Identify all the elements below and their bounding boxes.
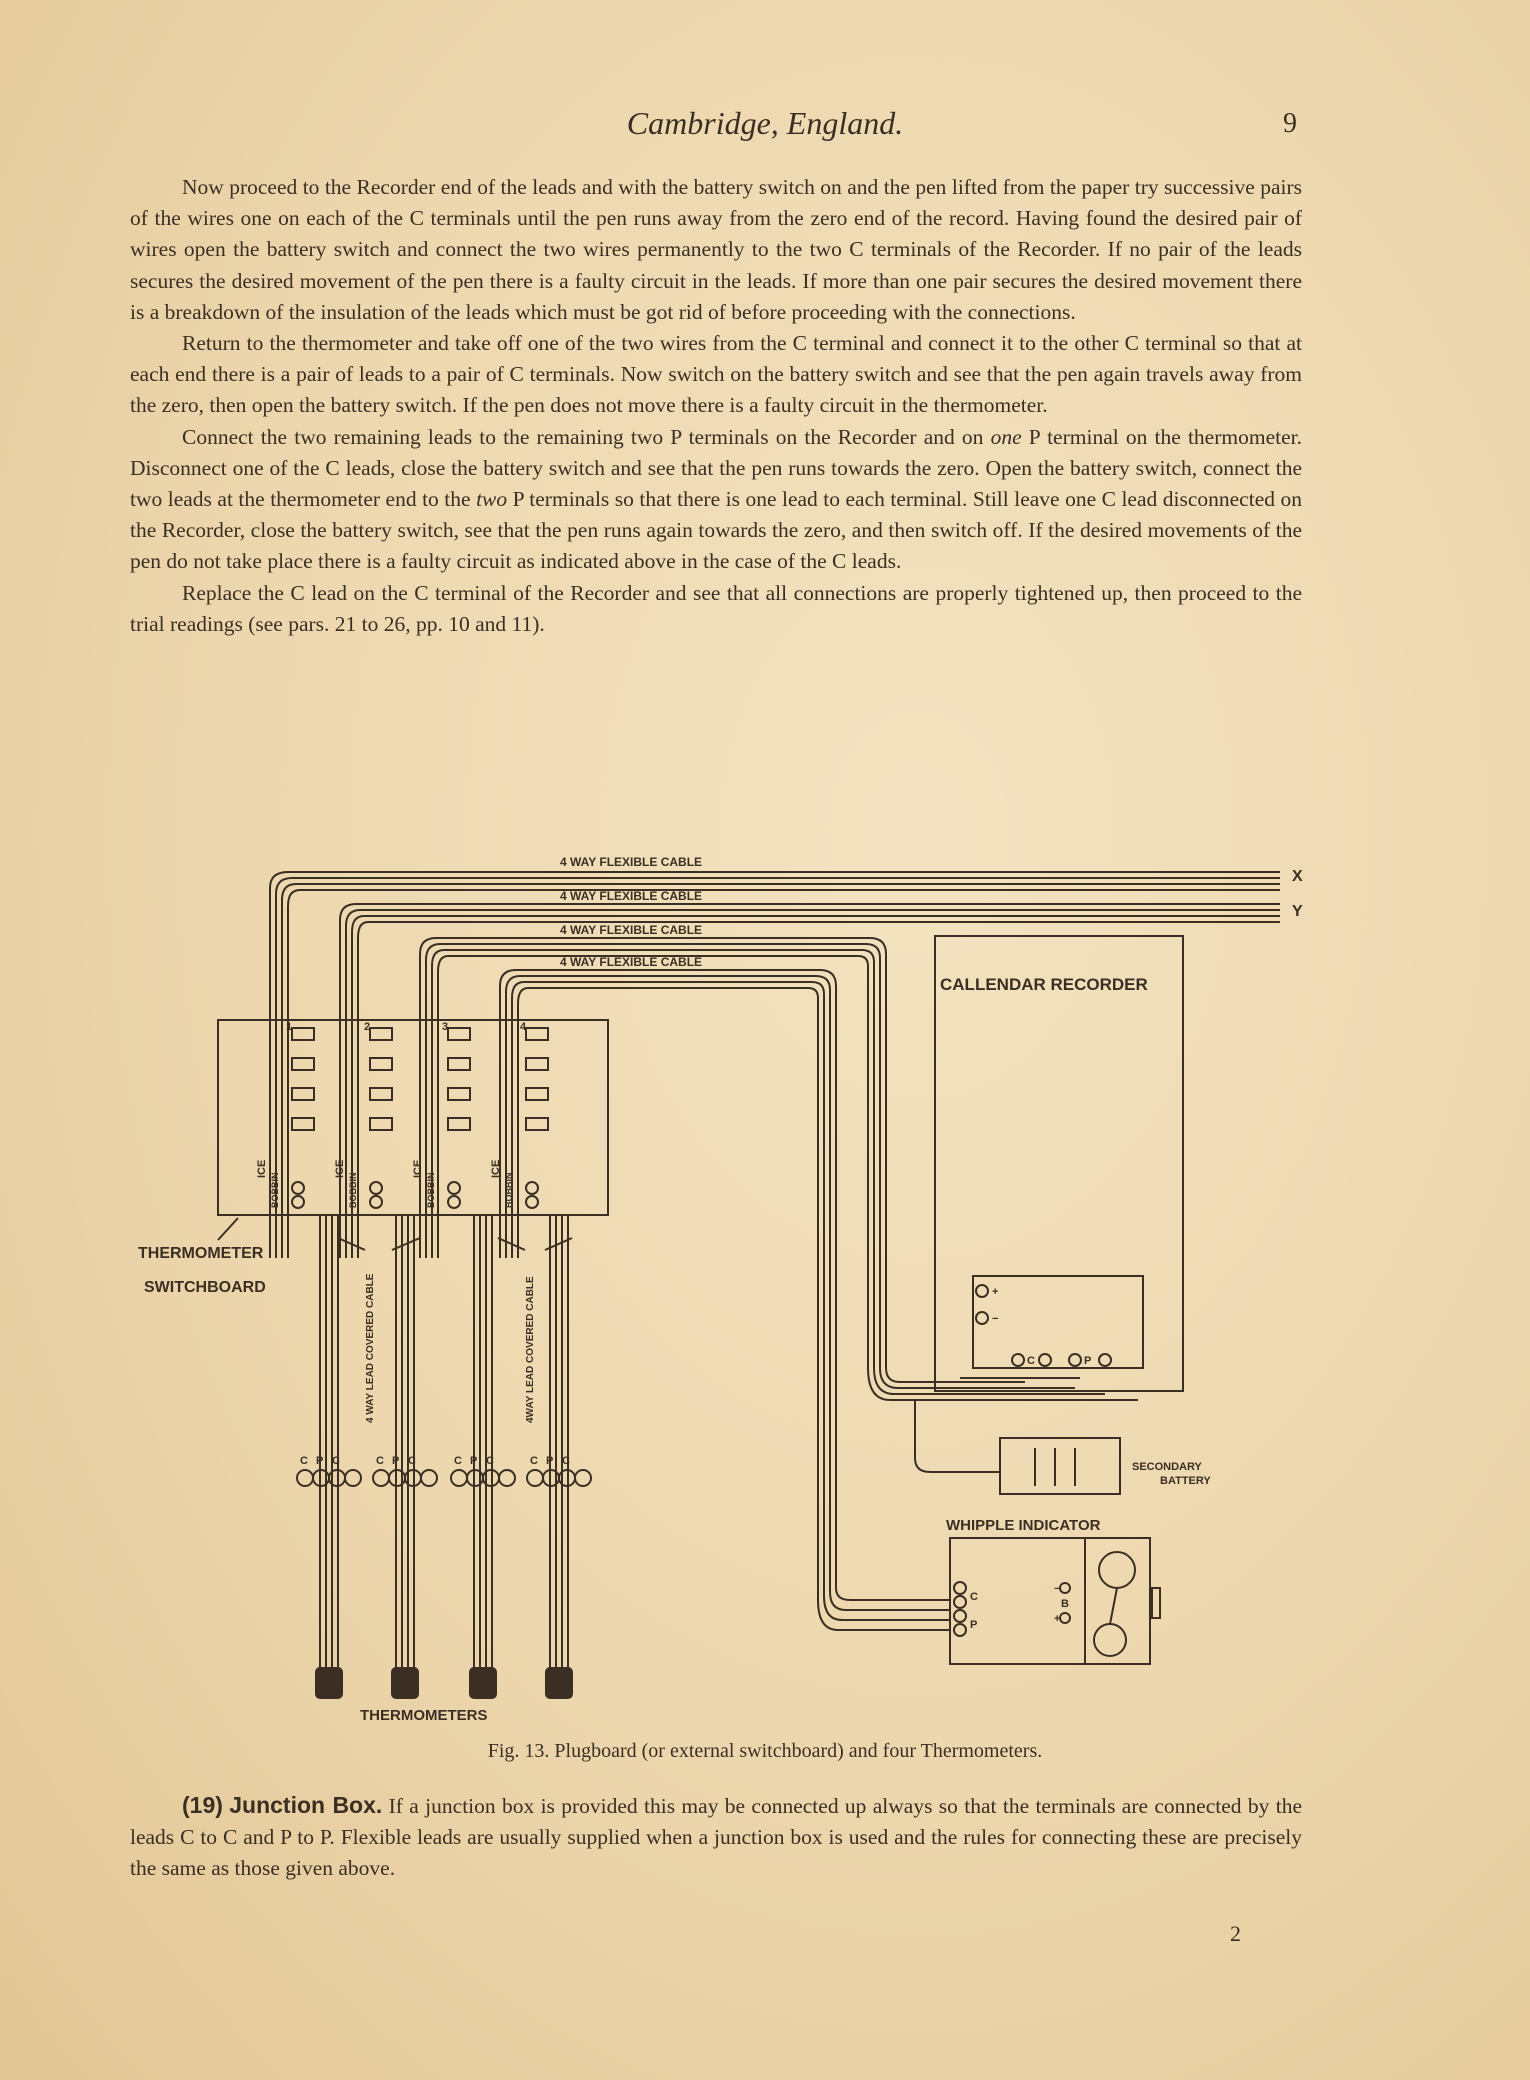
thermometer-bulb-3 <box>470 1668 496 1698</box>
paragraph-4: Replace the C lead on the C terminal of the Recorder and see that all connections are properly tightened up, then proceed to the trial readings (see pars. 21 to 26, pp. 10 and 11). <box>130 580 1302 636</box>
thermometer-bulb-1 <box>316 1668 342 1698</box>
bobbin-label-1: BOBBIN <box>270 1172 280 1208</box>
paragraph-3-part-c: P terminals so that there is one lead to each terminal. Still leave one C lead disconnected on the Recorder, close the battery switch, see that the pen runs again towards the zero, and then switch off. If the desired movements of the pen do not take place there is a faulty circuit as indicated above in the case of the C leads. <box>130 487 1302 574</box>
cable-label-1: 4 WAY FLEXIBLE CABLE <box>560 855 703 869</box>
whipple-indicator-box <box>950 1538 1150 1664</box>
battery-label-2: BATTERY <box>1160 1475 1211 1487</box>
secondary-battery <box>1000 1438 1120 1494</box>
section-paragraph <box>130 1790 1302 1885</box>
cable-2 <box>340 904 1280 1258</box>
x-label: X <box>1292 868 1303 885</box>
whipple-terminal-b: B <box>1061 1598 1069 1610</box>
switch-column-4 <box>526 1028 548 1208</box>
running-head: Cambridge, England. <box>626 105 904 141</box>
whipple-plus: + <box>1054 1613 1061 1625</box>
italic-two: two <box>476 487 508 512</box>
switch-number-2: 2 <box>364 1021 371 1033</box>
plug-c-2b: C <box>408 1455 416 1467</box>
plug-c-2: C <box>376 1455 384 1467</box>
ice-label-3: ICE <box>412 1159 424 1178</box>
switch-column-3 <box>448 1028 470 1208</box>
bobbin-label-2: BOBBIN <box>348 1172 358 1208</box>
plug-c-1b: C <box>332 1455 340 1467</box>
switchboard-label-1: THERMOMETER <box>138 1245 264 1262</box>
lead-cable-1 <box>320 1215 338 1668</box>
paragraph-3-part-b: P terminal on the thermometer. Disconnect one of the C leads, close the battery switch and see that the pen runs towards the zero. Open the battery switch, connect the two leads at the thermometer end to the <box>130 424 1302 512</box>
body-text-bottom <box>130 1790 1302 1885</box>
bobbin-label-4: BOBBIN <box>504 1172 514 1208</box>
switch-number-3: 3 <box>442 1021 449 1033</box>
paragraph-3 <box>130 422 1302 578</box>
plug-terminals <box>297 1470 591 1486</box>
plug-p-4: P <box>546 1455 554 1467</box>
cable-label-3: 4 WAY FLEXIBLE CABLE <box>560 923 703 937</box>
plug-c-1: C <box>300 1455 308 1467</box>
switch-number-4: 4 <box>520 1021 527 1033</box>
thermometer-bulb-2 <box>392 1668 418 1698</box>
cable-3 <box>420 938 886 1368</box>
wiring-diagram <box>120 848 1320 1728</box>
whipple-terminal-c: C <box>970 1591 978 1603</box>
italic-one: one <box>990 424 1022 449</box>
section-title: Junction Box. <box>229 1792 383 1818</box>
plug-p-3: P <box>470 1455 478 1467</box>
recorder-plus: + <box>992 1286 999 1298</box>
recorder-minus: − <box>992 1313 999 1325</box>
body-text-top <box>130 172 1302 640</box>
cable-label-4: 4 WAY FLEXIBLE CABLE <box>560 955 703 969</box>
thermometer-bulb-4 <box>546 1668 572 1698</box>
lead-cable-label-2: 4WAY LEAD COVERED CABLE <box>525 1276 536 1423</box>
battery-label-1: SECONDARY <box>1132 1461 1202 1473</box>
section-text: If a junction box is provided this may be connected up always so that the terminals are connected by the leads C to C and P to P. Flexible leads are usually supplied when a junction box is used and the rules for connecting these are precisely the same as those given above. <box>130 1794 1302 1881</box>
lead-cable-label-1: 4 WAY LEAD COVERED CABLE <box>365 1273 376 1423</box>
thermometers-label: THERMOMETERS <box>360 1707 488 1724</box>
recorder-terminal-p: P <box>1084 1355 1092 1367</box>
cable-label-2: 4 WAY FLEXIBLE CABLE <box>560 889 703 903</box>
ice-label-4: ICE <box>490 1159 502 1178</box>
ice-label-1: ICE <box>256 1159 268 1178</box>
whipple-terminal-p: P <box>970 1619 978 1631</box>
switchboard-label-2: SWITCHBOARD <box>144 1279 266 1296</box>
lead-cable-3 <box>474 1215 492 1668</box>
page-number: 9 <box>1283 108 1297 139</box>
cable-1 <box>270 872 1280 1258</box>
paragraph-1: Now proceed to the Recorder end of the leads and with the battery switch on and the pen lifted from the paper try successive pairs of the wires one on each of the C terminals until the pen runs away from the zero end of the record. Having found the desired pair of wires open the battery switch and connect the two wires permanently to the two C terminals of the Recorder. If no pair of the leads secures the desired movement of the pen there is a faulty circuit in the leads. If more than one pair secures the desired movement there is a breakdown of the insulation of the leads which must be got rid of before proceeding with the connections. <box>130 175 1302 324</box>
switch-number-1: 1 <box>286 1021 293 1033</box>
bobbin-label-3: BOBBIN <box>426 1172 436 1208</box>
signature-mark: 2 <box>1230 1921 1241 1946</box>
plug-c-3b: C <box>486 1455 494 1467</box>
whipple-minus: − <box>1054 1583 1061 1595</box>
plug-p-2: P <box>392 1455 400 1467</box>
recorder-terminal-c: C <box>1027 1355 1035 1367</box>
ice-label-2: ICE <box>334 1159 346 1178</box>
switch-column-1 <box>292 1028 314 1208</box>
plug-c-4b: C <box>562 1455 570 1467</box>
lead-cable-4 <box>550 1215 568 1668</box>
plug-c-4: C <box>530 1455 538 1467</box>
whipple-label: WHIPPLE INDICATOR <box>946 1517 1101 1534</box>
paragraph-3-part-a: Connect the two remaining leads to the remaining two P terminals on the Recorder and on <box>182 424 991 449</box>
plug-c-3: C <box>454 1455 462 1467</box>
y-label: Y <box>1292 903 1303 920</box>
lead-cable-2 <box>396 1215 414 1668</box>
plug-p-1: P <box>316 1455 324 1467</box>
paragraph-2: Return to the thermometer and take off one of the two wires from the C terminal and connect it to the other C terminal so that at each end there is a pair of leads to a pair of C terminals. Now switch on the battery switch and see that the pen again travels away from the zero, then open the battery switch. If the pen does not move there is a faulty circuit in the thermometer. <box>130 331 1302 418</box>
recorder-label: CALLENDAR RECORDER <box>940 975 1148 994</box>
section-number: (19) <box>182 1792 223 1818</box>
figure-caption: Fig. 13. Plugboard (or external switchboard) and four Thermometers. <box>487 1740 1043 1762</box>
switch-column-2 <box>370 1028 392 1208</box>
